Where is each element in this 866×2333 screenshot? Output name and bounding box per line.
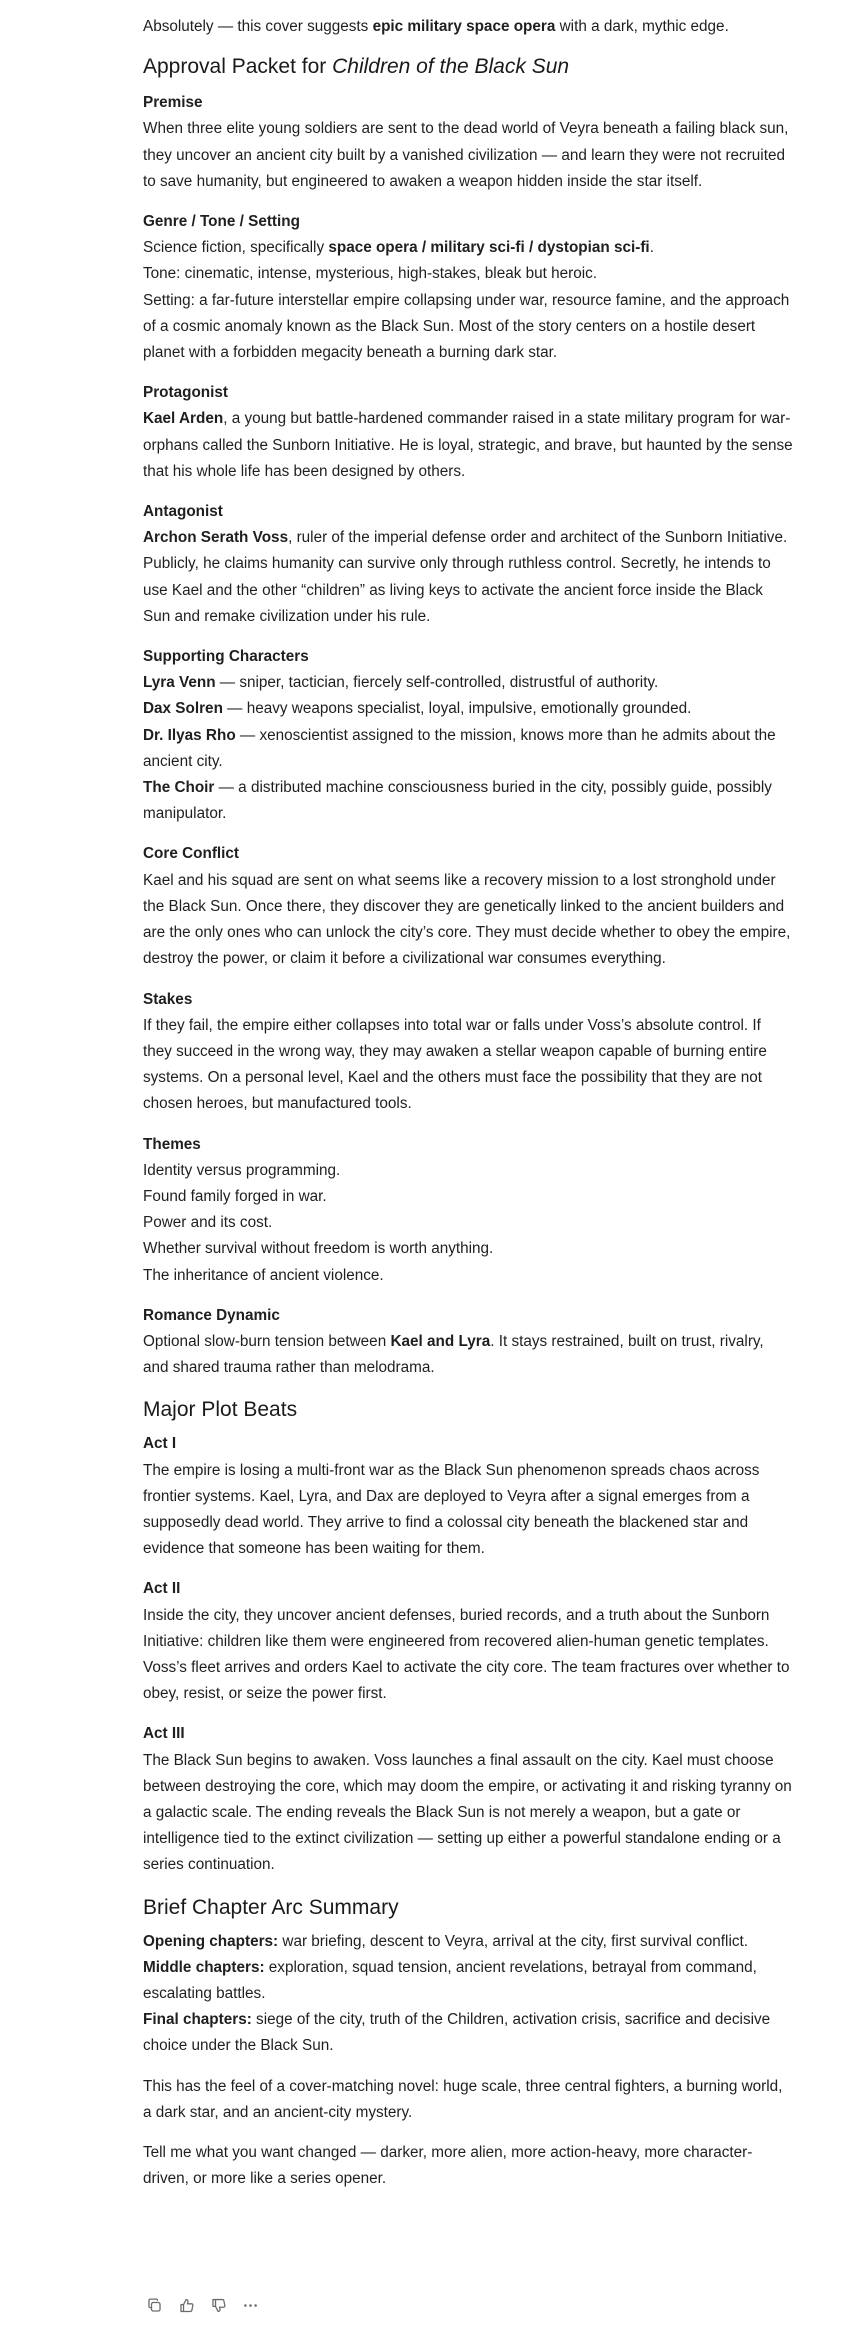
act-section [143, 1721, 793, 1878]
setting-line: Setting: a far-future interstellar empire collapsing under war, resource famine, and the approach of a cosmic anomaly known as the Black Sun. Most of the story centers on a hostile desert planet with a forbidden megacity beneath a burning dark star. [143, 291, 790, 362]
antagonist-text: Archon Serath Voss, ruler of the imperial defense order and architect of the Sunborn Initiative. Publicly, he claims humanity can survive only through ruthless control. Secretly, he intends to use Kael and the other “children” as living keys to activate the ancient force inside the Black Sun and remake civilization under his rule. [143, 529, 788, 625]
antagonist-heading: Antagonist [143, 503, 223, 521]
closing-paragraph: This has the feel of a cover-matching novel: huge scale, three central fighters, a burning world, a dark star, and an ancient-city mystery. [143, 2077, 783, 2121]
romance-section [143, 1303, 793, 1382]
chapter-item: Final chapters: siege of the city, truth of the Children, activation crisis, sacrifice and decisive choice under the Black Sun. [143, 2011, 771, 2055]
act-heading: Act II [143, 1580, 181, 1598]
themes-heading: Themes [143, 1135, 201, 1153]
conflict-heading: Core Conflict [143, 845, 240, 863]
genre-section [143, 209, 793, 366]
romance-text: Optional slow-burn tension between Kael and Lyra. It stays restrained, built on trust, rivalry, and shared trauma rather than melodrama. [143, 1332, 764, 1377]
thumbs-up-button[interactable] [175, 2294, 197, 2316]
protagonist-section [143, 380, 793, 485]
act-heading: Act I [143, 1435, 177, 1453]
genre-line: Science fiction, specifically space opera / military sci-fi / dystopian sci-fi. [143, 239, 654, 257]
act-section [143, 1576, 793, 1707]
copy-icon [146, 2297, 163, 2314]
premise-heading: Premise [143, 94, 203, 112]
themes-section [143, 1132, 793, 1289]
thumbs-down-icon [210, 2297, 227, 2314]
tone-line: Tone: cinematic, intense, mysterious, high-stakes, bleak but heroic. [143, 265, 598, 283]
conflict-text: Kael and his squad are sent on what seems like a recovery mission to a lost stronghold under the Black Sun. Once there, they discover they are genetically linked to the ancient builders and are the only ones who can unlock the city’s core. They must decide whether to obey the empire, destroy the power, or claim it before a civilizational war consumes everything. [143, 871, 791, 968]
premise-text: When three elite young soldiers are sent to the dead world of Veyra beneath a failing black sun, they uncover an ancient city built by a vanished civilization — and learn they were not recruited to save humanity, but engineered to awaken a weapon hidden inside the star itself. [143, 120, 789, 190]
premise-section [143, 90, 793, 195]
antagonist-section [143, 499, 793, 630]
supporting-section [143, 644, 793, 827]
closing-question: Tell me what you want changed — darker, more alien, more action-heavy, more character-driven, or more like a series opener. [143, 2144, 753, 2188]
character-item: Dax Solren — heavy weapons specialist, loyal, impulsive, emotionally grounded. [143, 700, 692, 718]
stakes-heading: Stakes [143, 990, 193, 1008]
character-item: Lyra Venn — sniper, tactician, fiercely self-controlled, distrustful of authority. [143, 674, 659, 692]
act-section [143, 1431, 793, 1562]
genre-heading: Genre / Tone / Setting [143, 213, 300, 231]
chapter-list [143, 1929, 793, 2060]
message-actions [143, 2294, 261, 2316]
intro-line: Absolutely — this cover suggests epic military space opera with a dark, mythic edge. [143, 18, 729, 35]
chapter-item: Middle chapters: exploration, squad tension, ancient revelations, betrayal from command, escalating battles. [143, 1958, 757, 2002]
supporting-heading: Supporting Characters [143, 648, 309, 666]
thumbs-up-icon [178, 2297, 195, 2314]
thumbs-down-button[interactable] [207, 2294, 229, 2316]
assistant-message [143, 14, 793, 2206]
protagonist-heading: Protagonist [143, 384, 228, 402]
more-icon [242, 2297, 259, 2314]
chapter-item: Opening chapters: war briefing, descent to Veyra, arrival at the city, first survival conflict. [143, 1932, 748, 1950]
plot-heading: Major Plot Beats [143, 1398, 298, 1422]
act-text: The Black Sun begins to awaken. Voss launches a final assault on the city. Kael must choose between destroying the core, which may doom the empire, or activating it and risking tyranny on a galactic scale. The ending reveals the Black Sun is not merely a weapon, but a gate or intelligence tied to the extinct civilization — setting up either a powerful standalone ending or a series continuation. [143, 1751, 792, 1874]
copy-button[interactable] [143, 2294, 165, 2316]
protagonist-text: Kael Arden, a young but battle-hardened commander raised in a state military program for war-orphans called the Sunborn Initiative. He is loyal, strategic, and brave, but haunted by the sense that his whole life has been designed by others. [143, 410, 793, 480]
theme-item: Power and its cost. [143, 1214, 273, 1232]
packet-title: Approval Packet for Children of the Black Sun [143, 55, 570, 79]
more-options-button[interactable] [239, 2294, 261, 2316]
conflict-section [143, 841, 793, 972]
theme-item: The inheritance of ancient violence. [143, 1266, 384, 1284]
act-text: Inside the city, they uncover ancient defenses, buried records, and a truth about the Sunborn Initiative: children like them were engineered from recovered alien-human genetic templates. Voss’s fleet arrives and orders Kael to activate the city core. The team fractures over whether to obey, resist, or seize the power first. [143, 1606, 790, 1703]
theme-item: Whether survival without freedom is worth anything. [143, 1240, 494, 1258]
act-text: The empire is losing a multi-front war as the Black Sun phenomenon spreads chaos across frontier systems. Kael, Lyra, and Dax are deployed to Veyra after a signal emerges from a supposedly dead world. They arrive to find a colossal city beneath the blackened star and evidence that someone has been waiting for them. [143, 1461, 760, 1558]
theme-item: Found family forged in war. [143, 1187, 327, 1205]
stakes-section [143, 987, 793, 1118]
chapter-heading: Brief Chapter Arc Summary [143, 1895, 399, 1919]
romance-heading: Romance Dynamic [143, 1306, 280, 1324]
act-heading: Act III [143, 1725, 185, 1743]
character-item: Dr. Ilyas Rho — xenoscientist assigned to the mission, knows more than he admits about the ancient city. [143, 726, 776, 770]
theme-item: Identity versus programming. [143, 1161, 341, 1179]
character-item: The Choir — a distributed machine consciousness buried in the city, possibly guide, possibly manipulator. [143, 779, 772, 823]
stakes-text: If they fail, the empire either collapses into total war or falls under Voss’s absolute control. If they succeed in the wrong way, they may awaken a stellar weapon capable of burning entire systems. On a personal level, Kael and the others must face the possibility that they are not chosen heroes, but manufactured tools. [143, 1016, 767, 1113]
